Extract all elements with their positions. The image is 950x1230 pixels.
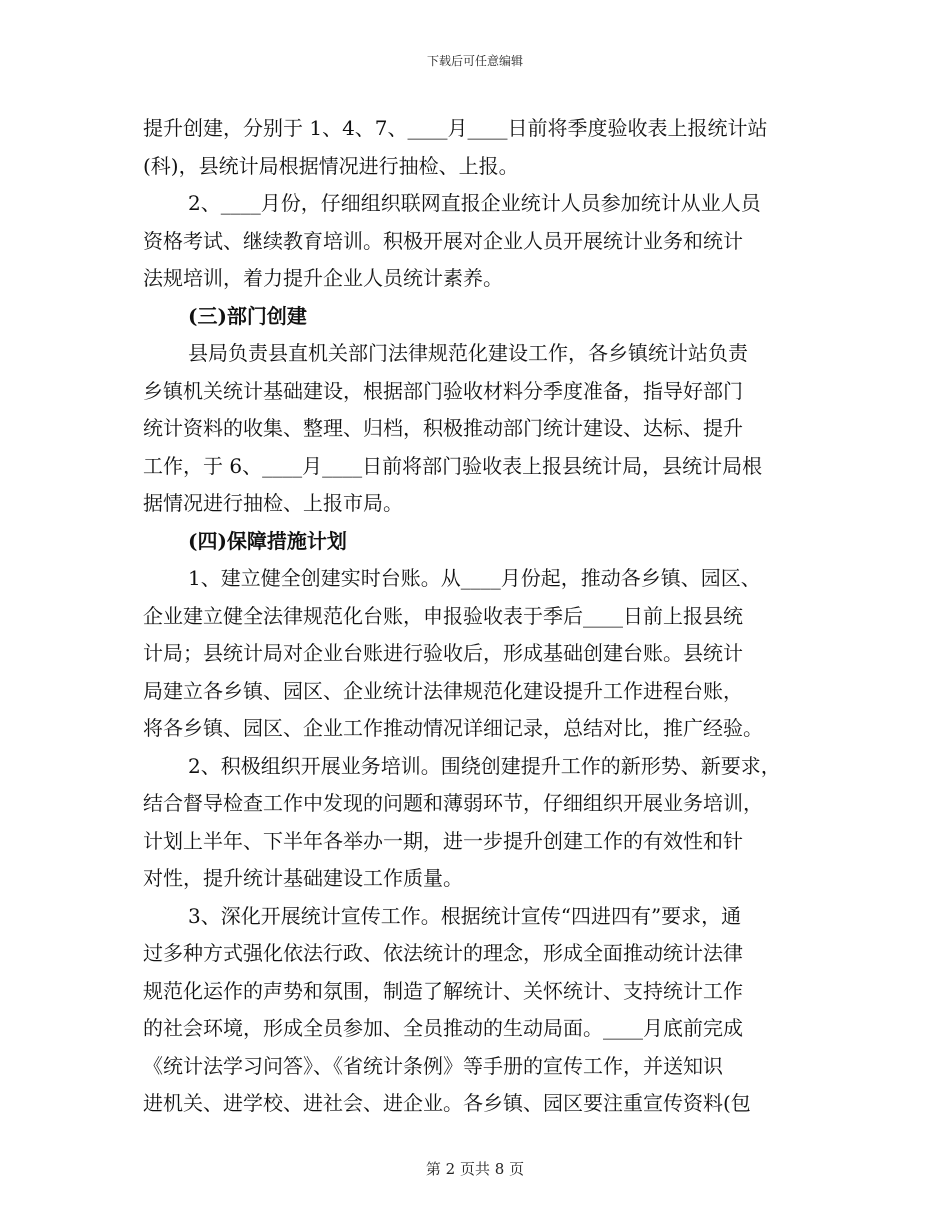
section-heading: (四)保障措施计划 [188,528,347,553]
text-line: 1、建立健全创建实时台账。从____月份起，推动各乡镇、园区、 [188,566,761,590]
text-line: 将各乡镇、园区、企业工作推动情况详细记录，总结对比，推广经验。 [143,716,763,740]
text-line: 的社会环境，形成全员参加、全员推动的生动局面。____月底前完成 [143,1016,743,1040]
text-line: 规范化运作的声势和氛围，制造了解统计、关怀统计、支持统计工作 [143,978,743,1003]
text-line: 2、____月份，仔细组织联网直报企业统计人员参加统计从业人员 [188,191,761,215]
text-line: 3、深化开展统计宣传工作。根据统计宣传“四进四有”要求，通 [188,903,742,928]
text-line: 计划上半年、下半年各举办一期，进一步提升创建工作的有效性和针 [143,828,743,853]
text-line: 统计资料的收集、整理、归档，积极推动部门统计建设、达标、提升 [143,416,743,440]
section-heading: (三)部门创建 [188,303,307,328]
text-line: 过多种方式强化依法行政、依法统计的理念，形成全面推动统计法律 [143,941,743,965]
text-line: 法规培训，着力提升企业人员统计素养。 [143,266,503,290]
text-line: 县局负责县直机关部门法律规范化建设工作，各乡镇统计站负责 [188,341,748,365]
text-line: 企业建立健全法律规范化台账，申报验收表于季后____日前上报县统 [143,603,743,628]
text-line: 《统计法学习问答》、《省统计条例》等手册的宣传工作，并送知识 [143,1053,723,1078]
document-body [143,110,823,1123]
text-line: 计局；县统计局对企业台账进行验收后，形成基础创建台账。县统计 [143,641,743,665]
text-line: 提升创建，分别于 1、4、7、____月____日前将季度验收表上报统计站 [143,116,768,140]
text-line: 局建立各乡镇、园区、企业统计法律规范化建设提升工作进程台账， [143,678,743,703]
text-line: 乡镇机关统计基础建设，根据部门验收材料分季度准备，指导好部门 [143,378,743,403]
page-header: 下载后可任意编辑 [426,54,523,68]
text-line: 进机关、进学校、进社会、进企业。各乡镇、园区要注重宣传资料(包 [143,1091,751,1115]
text-line: 结合督导检查工作中发现的问题和薄弱环节，仔细组织开展业务培训， [143,791,763,815]
text-line: 资格考试、继续教育培训。积极开展对企业人员开展统计业务和统计 [143,228,743,253]
text-line: 2、积极组织开展业务培训。围绕创建提升工作的新形势、新要求， [188,753,781,778]
text-line: (科)，县统计局根据情况进行抽检、上报。 [143,153,519,178]
text-line: 据情况进行抽检、上报市局。 [143,491,403,515]
text-line: 工作，于 6、____月____日前将部门验收表上报县统计局，县统计局根 [143,453,763,478]
text-line: 对性，提升统计基础建设工作质量。 [143,866,463,890]
page-footer: 第 2 页共 8 页 [425,1160,525,1178]
